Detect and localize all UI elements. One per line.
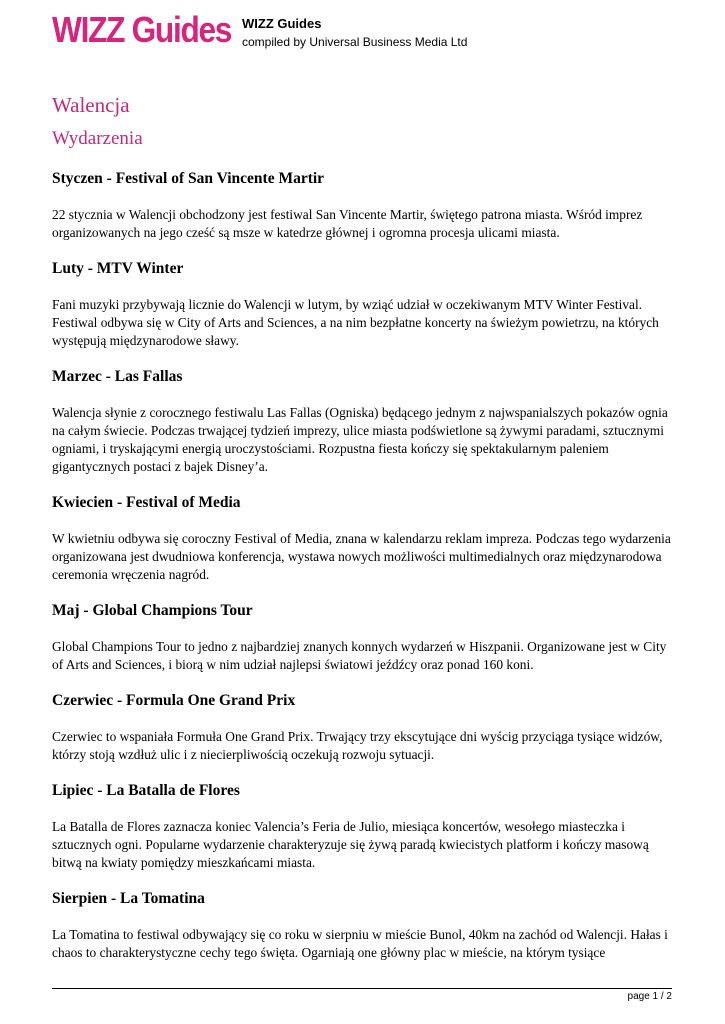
event-text: W kwietniu odbywa się coroczny Festival of Media, znana w kalendarzu reklam impreza. Podczas tego wydarzenia organizowana jest dwudniowa konferencja, wystawa nowych możliwości multimedialnych oraz międzynarodowa ceremonia wręczenia nagród.	[52, 531, 671, 582]
brand-subtitle: compiled by Universal Business Media Ltd	[242, 35, 468, 49]
section-heading: Wydarzenia	[52, 128, 143, 149]
city-heading: Walencja	[52, 93, 130, 117]
event-text: Global Champions Tour to jedno z najbardziej znanych konnych wydarzeń w Hiszpanii. Organizowane jest w City of Arts and Sciences, i biorą w nim udział najlepsi światowi jeźdźcy oraz ponad 160 koni.	[52, 639, 667, 672]
event-title: Sierpien - La Tomatina	[52, 890, 205, 907]
event-title: Czerwiec - Formula One Grand Prix	[52, 692, 296, 709]
event-text: Fani muzyki przybywają licznie do Walencji w lutym, by wziąć udział w oczekiwanym MTV Winter Festival. Festiwal odbywa się w City of Arts and Sciences, a na nim bezpłatne koncerty na świeżym powietrzu, na których występują międzynarodowe sławy.	[52, 297, 659, 348]
footer-divider	[52, 988, 672, 989]
event-text: 22 stycznia w Walencji obchodzony jest festiwal San Vincente Martir, świętego patrona miasta. Wśród imprez organizowanych na jego cześć są msze w katedrze głównej i ogromna procesja ulicami miasta.	[52, 207, 643, 240]
event-title: Maj - Global Champions Tour	[52, 602, 253, 619]
event-text: Czerwiec to wspaniała Formuła One Grand Prix. Trwający trzy ekscytujące dni wyścig przyciąga tysiące widzów, którzy stoją wzdłuż ulic i z niecierpliwością oczekują rozwoju sytuacji.	[52, 729, 663, 762]
event-title: Styczen - Festival of San Vincente Martir	[52, 170, 325, 187]
event-title: Lipiec - La Batalla de Flores	[52, 782, 240, 799]
event-title: Kwiecien - Festival of Media	[52, 494, 241, 511]
page-number: page 1 / 2	[627, 991, 672, 1002]
event-title: Marzec - Las Fallas	[52, 368, 183, 385]
event-text: Walencja słynie z corocznego festiwalu Las Fallas (Ogniska) będącego jednym z najwspanialszych pokazów ognia na całym świecie. Podczas trwającej tydzień imprezy, ulice miasta podświetlone są żywymi paradami, sztucznymi ogniami, i tryskającymi energią uroczystościami. Rozpustna fiesta kończy się spektakularnym paleniem gigantycznych postaci z bajek Disney’a.	[52, 405, 668, 474]
wizz-guides-logo: WIZZ Guides	[52, 9, 232, 50]
event-text: La Batalla de Flores zaznacza koniec Valencia’s Feria de Julio, miesiąca koncertów, wesołego miasteczka i sztucznych ogni. Popularne wydarzenie charakteryzuje się żywą paradą kwiecistych platform i kończy masową bitwą na kwiaty pomiędzy mieszkańcami miasta.	[52, 819, 649, 870]
event-text: La Tomatina to festiwal odbywający się co roku w sierpniu w mieście Bunol, 40km na zachód od Walencji. Hałas i chaos to charakterystyczne cechy tego święta. Ogarniają one główny plac w mieście, na którym tysiące	[52, 927, 668, 960]
event-title: Luty - MTV Winter	[52, 260, 184, 277]
document-body	[52, 92, 672, 979]
brand-title: WIZZ Guides	[242, 16, 322, 31]
